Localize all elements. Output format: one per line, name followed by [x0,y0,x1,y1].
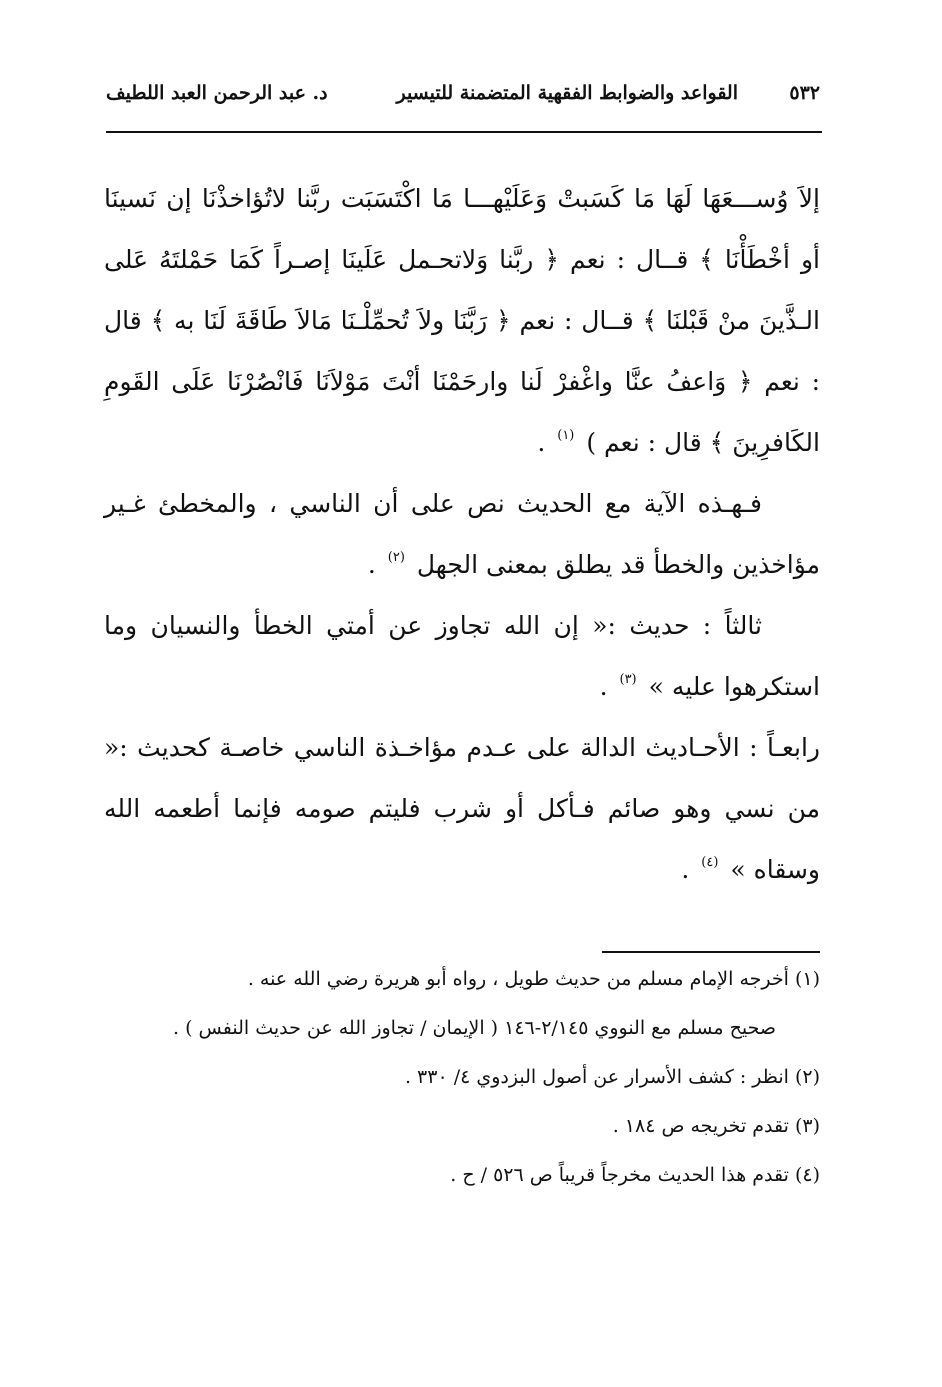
period: . [681,855,690,884]
paragraph-verse [104,168,820,473]
footnote-ref-1: (١) [557,428,575,443]
footnote-ref-4: (٤) [701,855,719,870]
footnote-1-continuation: صحيح مسلم مع النووي ٢/١٤٥-١٤٦ ( الإيمان / تجاوز الله عن حديث النفس ) . [173,1017,776,1039]
paragraph-fourth [104,717,820,900]
body-text [104,168,820,900]
paragraph-fourth-text: رابعـاً : الأحـاديث الدالة على عـدم مؤاخـذة الناسي خاصـة كحديث :« من نسي وهو صائم فـأكل أو شرب فليتم صومه فإنما أطعمه الله وسقاه » [104,733,820,884]
paragraph-evidence-text: فـهـذه الآية مع الحديث نص على أن الناسي ، والمخطئ غـير مؤاخذين والخطأ قد يطلق بمعنى الجهل [104,489,820,579]
footnote-2: (٢) انظر : كشف الأسرار عن أصول البزدوي ٤/ ٣٣٠ . [404,1066,820,1088]
paragraph-verse-text: إلاَ وُســـعَهَا لَهَا مَا كَسَبتْ وَعَلَيْهـــا مَا اكْتَسَبَت ربَّنا لاتُؤاخذْنَا إن نَسينَا أو أخْطَأْنَا ﴾ قــال : نعم ﴿ ربَّنا وَلاتحـمل عَلَينَا إصـراً كَمَا حَمْلتَهُ عَلى الـذَّينَ منْ قَبْلنَا ﴾ قــال : نعم ﴿ رَبَّنَا ولاَ تُحمِّلْـنَا مَالاَ طَاقَةَ لَنَا به ﴾ قال : نعم ﴿ وَاعفُ عنَّا واغْفرْ لَنا وارحَمْنَا أنْتَ مَوْلاَنَا فَانْصُرْنَا عَلَى القَومِ الكَافرِينَ ﴾ قال : نعم ) [104,184,820,457]
footnote-ref-3: (٣) [619,672,637,687]
running-header [106,82,820,122]
paragraph-third [104,595,820,717]
footnote-3: (٣) تقدم تخريجه ص ١٨٤ . [612,1115,820,1137]
footnote-ref-2: (٢) [387,550,405,565]
period: . [599,672,608,701]
footnote-1: (١) أخرجه الإمام مسلم من حديث طويل ، رواه أبو هريرة رضي الله عنه . [247,968,820,990]
footnotes [104,955,820,1200]
footnote-divider [602,951,820,953]
paragraph-third-text: ثالثاً : حديث :« إن الله تجاوز عن أمتي الخطأ والنسيان وما استكرهوا عليه » [104,611,820,701]
author-name: د. عبد الرحمن العبد اللطيف [106,82,328,104]
paragraph-evidence [104,473,820,595]
header-divider [106,131,822,133]
footnote-4: (٤) تقدم هذا الحديث مخرجاً قريباً ص ٥٢٦ / ح . [450,1164,820,1186]
page-number: ٥٣٢ [789,82,820,104]
period: . [367,550,376,579]
book-title: القواعد والضوابط الفقهية المتضمنة للتيسير [396,82,738,104]
period: . [537,428,546,457]
